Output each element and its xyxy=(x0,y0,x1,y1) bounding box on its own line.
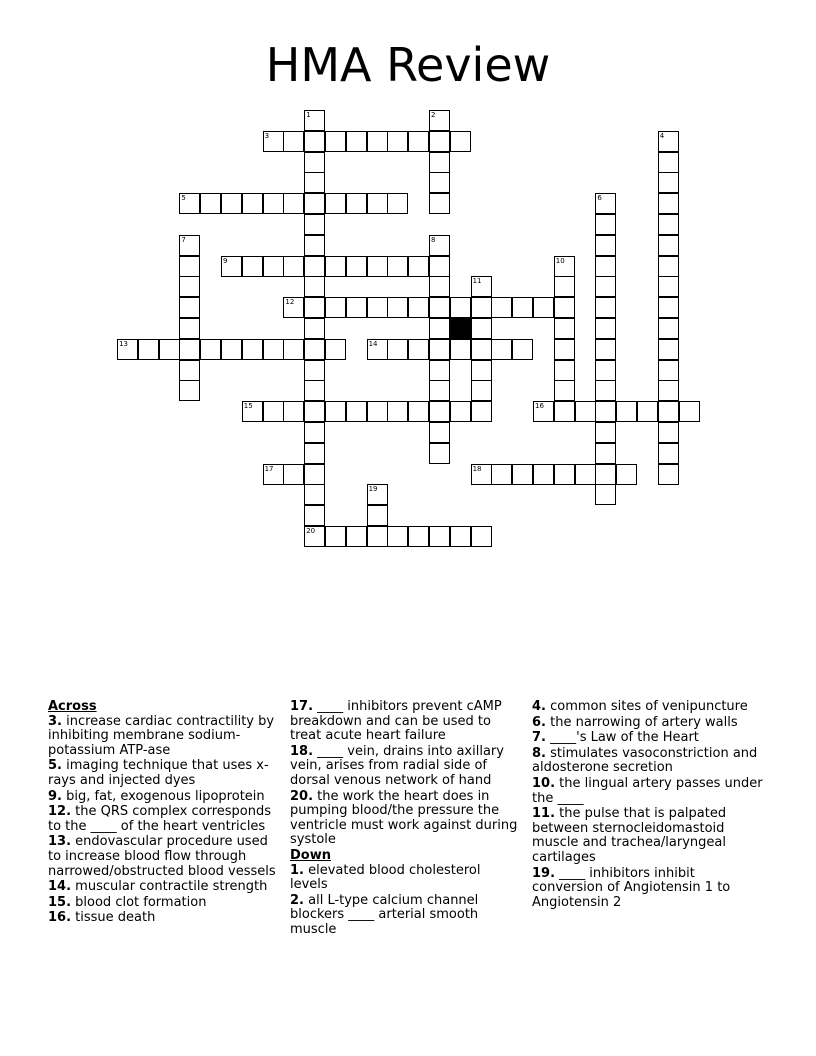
grid-cell[interactable] xyxy=(429,297,450,318)
clue-number: 2. xyxy=(290,892,304,908)
grid-cell[interactable] xyxy=(221,193,242,214)
grid-cell[interactable] xyxy=(408,526,429,547)
grid-cell[interactable] xyxy=(658,152,679,173)
grid-cell[interactable] xyxy=(200,339,221,360)
grid-cell[interactable] xyxy=(304,380,325,401)
down-clue xyxy=(532,777,768,806)
grid-cell[interactable] xyxy=(304,297,325,318)
grid-cell[interactable] xyxy=(658,339,679,360)
grid-cell[interactable] xyxy=(471,401,492,422)
grid-cell[interactable] xyxy=(304,193,325,214)
grid-cell[interactable] xyxy=(138,339,159,360)
grid-cell[interactable] xyxy=(408,256,429,277)
grid-cell[interactable] xyxy=(117,339,138,360)
grid-cell[interactable] xyxy=(658,360,679,381)
clue-number: 15. xyxy=(48,894,72,910)
down-clue xyxy=(532,747,768,776)
grid-cell[interactable] xyxy=(304,484,325,505)
grid-cell[interactable] xyxy=(367,297,388,318)
grid-cell[interactable] xyxy=(263,256,284,277)
clue-number: 14. xyxy=(48,879,72,895)
grid-cell[interactable] xyxy=(429,318,450,339)
grid-cell[interactable] xyxy=(346,401,367,422)
grid-cell[interactable] xyxy=(533,464,554,485)
grid-cell[interactable] xyxy=(367,526,388,547)
grid-cell[interactable] xyxy=(554,256,575,277)
grid-cell[interactable] xyxy=(179,256,200,277)
grid-cell[interactable] xyxy=(242,256,263,277)
grid-cell[interactable] xyxy=(429,110,450,131)
grid-cell[interactable] xyxy=(304,110,325,131)
clue-number: 4. xyxy=(532,699,546,714)
clue-text: the lingual artery passes under the ____ xyxy=(532,775,763,806)
grid-cell[interactable] xyxy=(575,464,596,485)
clue-number: 17. xyxy=(290,699,314,714)
grid-cell[interactable] xyxy=(283,131,304,152)
grid-cell[interactable] xyxy=(471,318,492,339)
clue-text: all L-type calcium channel blockers ____ arterial smooth muscle xyxy=(290,892,479,937)
grid-cell[interactable] xyxy=(304,172,325,193)
clue-number: 20 xyxy=(306,527,316,535)
clue-text: the pulse that is palpated between sternocleidomastoid muscle and trachea/laryngeal cartilages xyxy=(532,806,727,865)
grid-cell[interactable] xyxy=(304,360,325,381)
grid-cell[interactable] xyxy=(304,235,325,256)
grid-cell[interactable] xyxy=(595,401,616,422)
clue-number: 18. xyxy=(290,743,314,759)
grid-cell[interactable] xyxy=(304,464,325,485)
grid-cell[interactable] xyxy=(325,193,346,214)
clue-number: 9 xyxy=(223,256,228,265)
grid-cell[interactable] xyxy=(637,401,658,422)
grid-cell[interactable] xyxy=(429,401,450,422)
grid-cell[interactable] xyxy=(658,422,679,443)
clue-number: 1 xyxy=(306,111,311,119)
grid-cell[interactable] xyxy=(471,526,492,547)
grid-cell[interactable] xyxy=(471,360,492,381)
clue-number: 11 xyxy=(472,277,482,286)
clue-number: 8. xyxy=(532,745,546,761)
clue-number: 12 xyxy=(285,298,295,307)
clue-number: 12. xyxy=(48,804,72,820)
grid-cell[interactable] xyxy=(533,401,554,422)
grid-cell[interactable] xyxy=(554,464,575,485)
grid-cell[interactable] xyxy=(658,131,679,152)
grid-cell[interactable] xyxy=(304,276,325,297)
grid-cell[interactable] xyxy=(429,276,450,297)
clue-number: 17 xyxy=(264,464,274,473)
grid-cell[interactable] xyxy=(325,131,346,152)
clue-number: 19 xyxy=(368,485,378,494)
grid-cell[interactable] xyxy=(159,339,180,360)
grid-cell[interactable] xyxy=(616,464,637,485)
grid-cell[interactable] xyxy=(658,172,679,193)
across-clue xyxy=(290,700,522,744)
grid-cell[interactable] xyxy=(450,526,471,547)
clue-text: the work the heart does in pumping blood/the pressure the ventricle must work against during systole xyxy=(290,788,518,848)
grid-cell[interactable] xyxy=(179,339,200,360)
clue-text: the narrowing of artery walls xyxy=(545,714,738,730)
grid-cell[interactable] xyxy=(304,256,325,277)
grid-cell[interactable] xyxy=(179,276,200,297)
grid-cell[interactable] xyxy=(304,214,325,235)
clue-number: 15 xyxy=(243,402,253,411)
grid-cell[interactable] xyxy=(554,380,575,401)
clue-text: increase cardiac contractility by inhibiting membrane sodium-potassium ATP-ase xyxy=(48,713,275,758)
black-cell xyxy=(450,318,471,339)
clue-text: ____ vein, drains into axillary vein, arises from radial side of dorsal venous network of hand xyxy=(290,743,504,788)
grid-cell[interactable] xyxy=(429,152,450,173)
grid-cell[interactable] xyxy=(387,339,408,360)
clue-text: imaging technique that uses x-rays and injected dyes xyxy=(48,758,269,788)
down-clue xyxy=(532,807,768,865)
grid-cell[interactable] xyxy=(283,193,304,214)
grid-cell[interactable] xyxy=(512,339,533,360)
grid-cell[interactable] xyxy=(408,297,429,318)
grid-cell[interactable] xyxy=(429,380,450,401)
grid-cell[interactable] xyxy=(554,318,575,339)
grid-cell[interactable] xyxy=(554,297,575,318)
across-heading: Across xyxy=(48,699,97,714)
grid-cell[interactable] xyxy=(595,318,616,339)
page-title: HMA Review xyxy=(265,38,551,92)
grid-cell[interactable] xyxy=(387,526,408,547)
grid-cell[interactable] xyxy=(346,526,367,547)
across-clue xyxy=(48,880,280,895)
grid-cell[interactable] xyxy=(512,297,533,318)
grid-cell[interactable] xyxy=(450,297,471,318)
grid-cell[interactable] xyxy=(471,297,492,318)
grid-cell[interactable] xyxy=(658,401,679,422)
grid-cell[interactable] xyxy=(346,297,367,318)
grid-cell[interactable] xyxy=(179,193,200,214)
grid-cell[interactable] xyxy=(263,464,284,485)
grid-cell[interactable] xyxy=(387,401,408,422)
grid-cell[interactable] xyxy=(554,401,575,422)
grid-cell[interactable] xyxy=(595,380,616,401)
clue-number: 9. xyxy=(48,788,62,804)
clue-number: 13. xyxy=(48,834,72,850)
down-clue xyxy=(290,864,522,893)
grid-cell[interactable] xyxy=(304,526,325,547)
grid-cell[interactable] xyxy=(325,339,346,360)
down-clue xyxy=(532,867,768,911)
grid-cell[interactable] xyxy=(429,422,450,443)
grid-cell[interactable] xyxy=(346,193,367,214)
clue-text: tissue death xyxy=(71,910,156,926)
clue-number: 10 xyxy=(555,256,565,265)
grid-cell[interactable] xyxy=(325,297,346,318)
clue-number: 16 xyxy=(535,402,544,411)
grid-cell[interactable] xyxy=(679,401,700,422)
grid-cell[interactable] xyxy=(429,339,450,360)
grid-cell[interactable] xyxy=(325,401,346,422)
grid-cell[interactable] xyxy=(325,526,346,547)
grid-cell[interactable] xyxy=(554,339,575,360)
grid-cell[interactable] xyxy=(179,235,200,256)
grid-cell[interactable] xyxy=(304,422,325,443)
grid-cell[interactable] xyxy=(491,297,512,318)
clue-number: 6. xyxy=(532,714,546,730)
grid-cell[interactable] xyxy=(595,276,616,297)
clue-text: blood clot formation xyxy=(71,894,207,910)
grid-cell[interactable] xyxy=(367,193,388,214)
grid-cell[interactable] xyxy=(179,318,200,339)
clue-number: 8 xyxy=(431,235,436,244)
grid-cell[interactable] xyxy=(283,297,304,318)
grid-cell[interactable] xyxy=(304,505,325,526)
grid-cell[interactable] xyxy=(429,256,450,277)
clue-number: 5 xyxy=(181,194,186,203)
grid-cell[interactable] xyxy=(325,256,346,277)
grid-cell[interactable] xyxy=(346,131,367,152)
clue-number: 18 xyxy=(472,464,482,473)
grid-cell[interactable] xyxy=(512,464,533,485)
grid-cell[interactable] xyxy=(408,131,429,152)
clue-text: common sites of venipuncture xyxy=(545,699,748,714)
grid-cell[interactable] xyxy=(658,193,679,214)
across-clue xyxy=(48,805,280,834)
clue-number: 14 xyxy=(368,339,378,348)
grid-cell[interactable] xyxy=(304,401,325,422)
grid-cell[interactable] xyxy=(367,131,388,152)
grid-cell[interactable] xyxy=(450,401,471,422)
down-heading: Down xyxy=(290,847,331,863)
clue-number: 19. xyxy=(532,865,556,881)
grid-cell[interactable] xyxy=(595,422,616,443)
clue-number: 3. xyxy=(48,713,62,729)
down-clue xyxy=(532,731,768,746)
grid-cell[interactable] xyxy=(242,401,263,422)
grid-cell[interactable] xyxy=(471,380,492,401)
grid-cell[interactable] xyxy=(658,380,679,401)
across-clue xyxy=(48,790,280,805)
grid-cell[interactable] xyxy=(283,464,304,485)
grid-cell[interactable] xyxy=(387,131,408,152)
grid-cell[interactable] xyxy=(429,131,450,152)
grid-cell[interactable] xyxy=(263,401,284,422)
grid-cell[interactable] xyxy=(471,464,492,485)
grid-cell[interactable] xyxy=(595,360,616,381)
grid-cell[interactable] xyxy=(429,172,450,193)
grid-cell[interactable] xyxy=(429,526,450,547)
clue-number: 6 xyxy=(597,194,602,203)
down-clue xyxy=(532,716,768,731)
grid-cell[interactable] xyxy=(595,464,616,485)
grid-cell[interactable] xyxy=(304,152,325,173)
grid-cell[interactable] xyxy=(491,464,512,485)
grid-cell[interactable] xyxy=(367,484,388,505)
clue-number: 7 xyxy=(181,235,186,244)
grid-cell[interactable] xyxy=(367,256,388,277)
grid-cell[interactable] xyxy=(200,193,221,214)
grid-cell[interactable] xyxy=(595,256,616,277)
grid-cell[interactable] xyxy=(304,339,325,360)
grid-cell[interactable] xyxy=(367,339,388,360)
grid-cell[interactable] xyxy=(533,297,554,318)
clue-column-1 xyxy=(48,700,280,927)
grid-cell[interactable] xyxy=(408,339,429,360)
grid-cell[interactable] xyxy=(179,297,200,318)
grid-cell[interactable] xyxy=(595,297,616,318)
across-clue xyxy=(48,759,280,788)
grid-cell[interactable] xyxy=(179,360,200,381)
across-clue xyxy=(290,745,522,789)
clue-text: ____'s Law of the Heart xyxy=(545,730,699,746)
grid-cell[interactable] xyxy=(429,360,450,381)
grid-cell[interactable] xyxy=(658,256,679,277)
clue-number: 7. xyxy=(532,730,546,746)
grid-cell[interactable] xyxy=(595,443,616,464)
clue-text: elevated blood cholesterol levels xyxy=(290,862,481,893)
grid-cell[interactable] xyxy=(304,318,325,339)
clue-column-3 xyxy=(532,700,768,911)
grid-cell[interactable] xyxy=(595,235,616,256)
grid-cell[interactable] xyxy=(658,464,679,485)
grid-cell[interactable] xyxy=(429,235,450,256)
clue-text: endovascular procedure used to increase blood flow through narrowed/obstructed blood vessels xyxy=(48,834,276,879)
grid-cell[interactable] xyxy=(658,443,679,464)
grid-cell[interactable] xyxy=(283,256,304,277)
grid-cell[interactable] xyxy=(554,276,575,297)
grid-cell[interactable] xyxy=(575,401,596,422)
grid-cell[interactable] xyxy=(471,339,492,360)
clue-number: 11. xyxy=(532,806,556,822)
clue-text: the QRS complex corresponds to the ____ of the heart ventricles xyxy=(48,804,272,834)
grid-cell[interactable] xyxy=(471,276,492,297)
grid-cell[interactable] xyxy=(658,235,679,256)
grid-cell[interactable] xyxy=(221,339,242,360)
grid-cell[interactable] xyxy=(367,505,388,526)
grid-cell[interactable] xyxy=(283,339,304,360)
down-clue xyxy=(290,894,522,938)
clue-number: 13 xyxy=(119,339,128,348)
grid-cell[interactable] xyxy=(658,214,679,235)
grid-cell[interactable] xyxy=(554,360,575,381)
clue-number: 5. xyxy=(48,758,62,774)
grid-cell[interactable] xyxy=(346,256,367,277)
grid-cell[interactable] xyxy=(242,339,263,360)
grid-cell[interactable] xyxy=(595,193,616,214)
grid-cell[interactable] xyxy=(658,276,679,297)
grid-cell[interactable] xyxy=(179,380,200,401)
grid-cell[interactable] xyxy=(387,193,408,214)
clue-text: big, fat, exogenous lipoprotein xyxy=(61,788,265,804)
clue-column-2 xyxy=(290,700,522,939)
clue-number: 20. xyxy=(290,788,314,804)
grid-cell[interactable] xyxy=(221,256,242,277)
clue-text: stimulates vasoconstriction and aldosterone secretion xyxy=(532,745,758,776)
grid-cell[interactable] xyxy=(595,484,616,505)
grid-cell[interactable] xyxy=(408,401,429,422)
clue-text: muscular contractile strength xyxy=(71,879,268,895)
down-clue xyxy=(532,700,768,715)
across-clue xyxy=(48,715,280,759)
clue-number: 16. xyxy=(48,910,72,926)
grid-cell[interactable] xyxy=(283,401,304,422)
clue-number: 4 xyxy=(659,131,665,140)
clue-number: 3 xyxy=(264,131,270,140)
grid-cell[interactable] xyxy=(304,443,325,464)
across-clue xyxy=(48,896,280,911)
grid-cell[interactable] xyxy=(367,401,388,422)
grid-cell[interactable] xyxy=(658,318,679,339)
grid-cell[interactable] xyxy=(450,339,471,360)
grid-cell[interactable] xyxy=(263,131,284,152)
grid-cell[interactable] xyxy=(616,401,637,422)
clue-number: 10. xyxy=(532,775,556,791)
grid-cell[interactable] xyxy=(491,339,512,360)
grid-cell[interactable] xyxy=(263,193,284,214)
grid-cell[interactable] xyxy=(595,339,616,360)
clue-number: 2 xyxy=(431,111,436,119)
grid-cell[interactable] xyxy=(304,131,325,152)
grid-cell[interactable] xyxy=(429,193,450,214)
clue-text: ____ inhibitors inhibit conversion of Angiotensin 1 to Angiotensin 2 xyxy=(532,865,731,910)
grid-cell[interactable] xyxy=(263,339,284,360)
grid-cell[interactable] xyxy=(242,193,263,214)
grid-cell[interactable] xyxy=(429,443,450,464)
across-clue xyxy=(290,790,522,848)
grid-cell[interactable] xyxy=(450,131,471,152)
grid-cell[interactable] xyxy=(387,256,408,277)
clue-number: 1. xyxy=(290,862,304,878)
grid-cell[interactable] xyxy=(387,297,408,318)
grid-cell[interactable] xyxy=(595,214,616,235)
across-clue xyxy=(48,911,280,926)
clue-text: ____ inhibitors prevent cAMP breakdown and can be used to treat acute heart failure xyxy=(290,699,502,744)
grid-cell[interactable] xyxy=(658,297,679,318)
across-clue xyxy=(48,835,280,879)
